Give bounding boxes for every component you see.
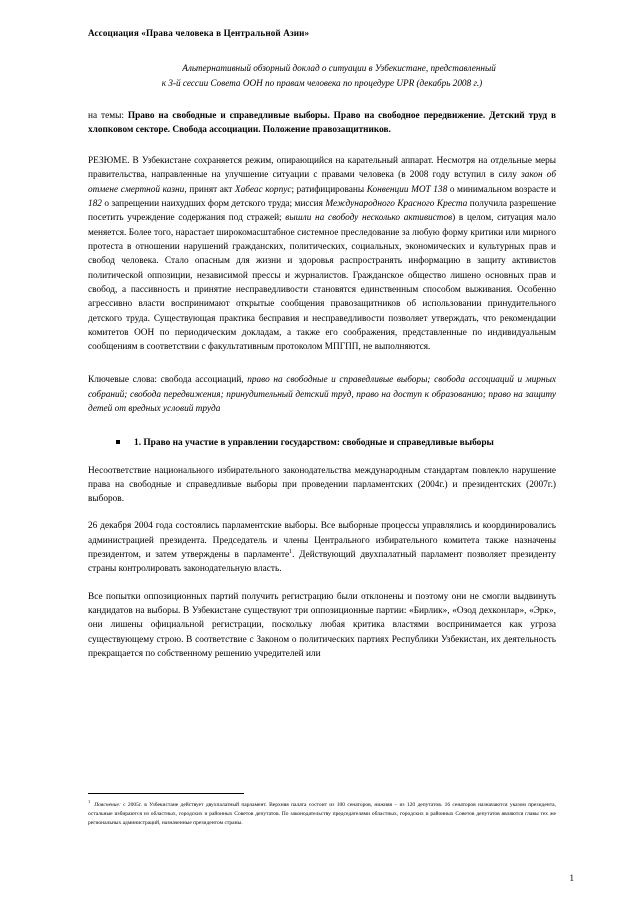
summary-paragraph [88,154,556,354]
summary-part-7: ) в целом, ситуация мало меняется. Более того, нарастает широкомасштабное системное преследование за любую форму критики или мирного протеста в отношении нарушений гражданских, политических, социальных, экономических и культурных прав и свобод человека. Стало опасным для жизни и здоровья распространять информацию в защиту активистов политической оппозиции, независимой прессы и журналистов. Гражданское общество лишено основных прав и свобод, а пассивность и принятие несправедливости становятся единственным способом выживания. Особенно агрессивно власти воспринимают открытые сообщения правозащитников об использовании принудительного детского труда. Существующая практика бесправия и несправедливости позволяет утверждать, что рекомендации комитетов ООН по периодическим докладам, а также его соображения, представленные по индивидуальным сообщениям в соответствии с факультативным протоколом МПГПП, не выполняются. [88,213,556,353]
paragraph-2-part-1: 26 декабря 2004 года состоялись парламентские выборы. Все выборные процессы управлялись и координировались администрацией президента. Председатель и члены Центрального избирательного комитета также назначены президентом, и затем утверждены в парламенте [88,521,556,561]
section-1-heading [116,436,556,450]
report-subtitle-line-2: к 3-й сессии Совета ООН по правам человека по процедуре UPR (декабрь 2008 г.) [161,77,483,88]
summary-part-5: о запрещении наихудших форм детского труда; миссия [101,199,326,210]
summary-italic-1: закон об отмене смертной казни [88,170,556,195]
themes-text: Право на свободные и справедливые выборы. Право на свободное передвижение. Детский труд в хлопковом секторе. Свобода ассоциации. Положение правозащитников. [88,110,557,135]
summary-italic-2: Хабеас корпус [234,184,292,195]
footnote-separator-rule [88,793,244,794]
page-number: 1 [569,873,574,883]
keywords-label: Ключевые слова: [88,375,157,386]
themes-lead-label: на темы: [88,110,124,121]
footnote-area [88,793,556,828]
summary-part-6: получила разрешение посетить учреждение содержания под стражей; [88,199,556,224]
keywords-italic-list: право на свободные и справедливые выборы; свобода ассоциаций и мирных собраний; свобода передвижения; принудительный детский труд, право на доступ к образованию; право на защиту детей от вредных условий труда [88,375,556,415]
themes-paragraph [88,109,556,137]
document-body [88,28,556,661]
footnote-text: с 2005г. в Узбекистане действует двухпалатный парламент. Верхняя палата состоит из 100 сенаторов, нижняя – из 120 депутатов. 16 сенаторов назначаются указом президента, остальные избираются из областных, городских и районных Советов депутатов. По законодательству председателями областных, городских и районных Советов депутатов являются главы тех же региональных администраций, назначенные президентом страны. [88,801,556,826]
paragraph-2 [88,519,556,576]
summary-part-4: о минимальном возрасте и [447,184,556,195]
summary-italic-6: вышли на свободу несколько активистов [285,213,453,224]
summary-part-3: ; ратифицированы [291,184,367,195]
summary-italic-5: Международного Красного Креста [325,199,468,210]
paragraph-2-part-2: . Действующий двухпалатный парламент позволяет президенту страны контролировать законодательную власть. [88,550,556,575]
summary-part-1: В Узбекистане сохраняется режим, опирающийся на карательный аппарат. Несмотря на отдельные меры правительства, направленные на улучшение ситуации с правами человека (в 2008 году вступил в силу [88,156,556,181]
report-subtitle-line-1: Альтернативный обзорный доклад о ситуации в Узбекистане, представленный [182,63,496,74]
paragraph-1: Несоответствие национального избирательного законодательства международным стандартам повлекло нарушение права на свободные и справедливые выборы при проведении парламентских (2004г.) и президентских (2007г.) выборов. [88,465,556,505]
summary-part-2: , принят акт [184,184,235,195]
keywords-paragraph [88,373,556,416]
keywords-part-1: свобода ассоциаций, [157,375,248,386]
summary-label: РЕЗЮМЕ. [88,156,130,167]
summary-italic-3: Конвенции МОТ 138 [366,184,448,195]
paragraph-3: Все попытки оппозиционных партий получить регистрацию были отклонены и поэтому они не смогли выдвинуть кандидатов на выборы. В Узбекистане существуют три оппозиционные партии: «Бирлик», «Озод дехконлар», «Эрк», они лишены официальной регистрации, поскольку любая критика властями воспринимается как угроза существующему строю. В соответствие с Законом о политических партиях Республики Узбекистан, их деятельность прекращается по собственному решению учредителей или [88,591,556,659]
organization-title: Ассоциация «Права человека в Центральной Азии» [88,28,310,38]
footnote-1 [88,798,556,828]
section-1-heading-text: 1. Право на участие в управлении государством: свободные и справедливые выборы [134,438,494,449]
report-subtitle [88,61,556,90]
footnote-reference-1[interactable]: 1 [289,549,293,555]
summary-italic-4: 182 [88,199,102,210]
bullet-square-icon [116,440,120,444]
footnote-italic-lead: Пояснение: [94,801,121,808]
footnote-marker: 1 [88,799,91,804]
